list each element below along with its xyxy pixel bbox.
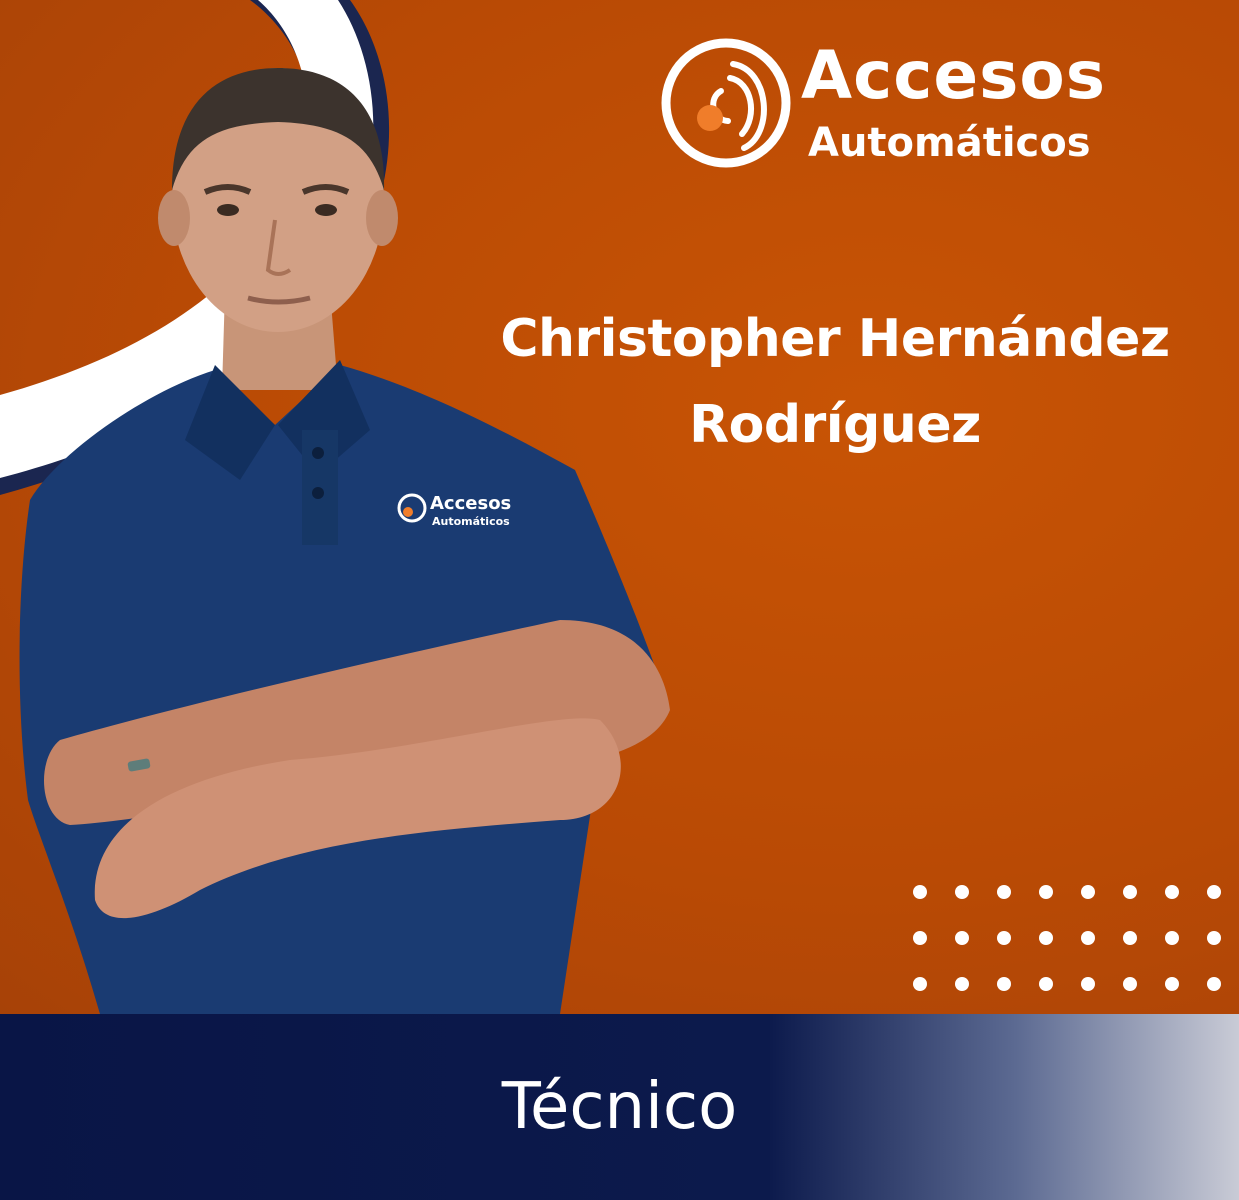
employee-name-line1: Christopher Hernández bbox=[500, 309, 1170, 369]
decor-dot bbox=[997, 977, 1011, 991]
decor-dot bbox=[913, 885, 927, 899]
decor-dot bbox=[1207, 977, 1221, 991]
decor-dot bbox=[1123, 885, 1137, 899]
decor-dot bbox=[1039, 885, 1053, 899]
shirt-button bbox=[312, 487, 324, 499]
decorative-dot-grid bbox=[912, 884, 1232, 994]
decor-dot bbox=[1081, 977, 1095, 991]
decor-dot bbox=[1165, 885, 1179, 899]
shirt-logo-line1: Accesos bbox=[430, 493, 512, 514]
decor-dot bbox=[1039, 977, 1053, 991]
decor-dot bbox=[997, 885, 1011, 899]
left-eye bbox=[217, 204, 239, 216]
decor-dot bbox=[997, 931, 1011, 945]
brand-name-line1: Accesos bbox=[801, 37, 1106, 114]
decor-dot bbox=[955, 931, 969, 945]
decor-dot bbox=[1165, 931, 1179, 945]
decor-dot bbox=[1123, 931, 1137, 945]
decor-dot bbox=[1081, 931, 1095, 945]
decor-dot bbox=[1081, 885, 1095, 899]
decor-dot bbox=[955, 977, 969, 991]
employee-photo bbox=[0, 60, 700, 1014]
brand-name-line2: Automáticos bbox=[808, 120, 1091, 166]
right-ear bbox=[366, 190, 398, 246]
left-ear bbox=[158, 190, 190, 246]
employee-name-line2: Rodríguez bbox=[689, 395, 981, 455]
decor-dot bbox=[1123, 977, 1137, 991]
decor-dot bbox=[913, 977, 927, 991]
decor-dot bbox=[1207, 885, 1221, 899]
employee-role: Técnico bbox=[501, 1070, 738, 1144]
shirt-button bbox=[312, 447, 324, 459]
brand-logo bbox=[658, 36, 1158, 171]
shirt-logo-dot bbox=[403, 507, 413, 517]
decor-dot bbox=[913, 931, 927, 945]
decor-dot bbox=[955, 885, 969, 899]
decor-dot bbox=[1165, 977, 1179, 991]
decor-dot bbox=[1039, 931, 1053, 945]
shirt-logo-line2: Automáticos bbox=[432, 515, 510, 528]
right-eye bbox=[315, 204, 337, 216]
decor-dot bbox=[1207, 931, 1221, 945]
